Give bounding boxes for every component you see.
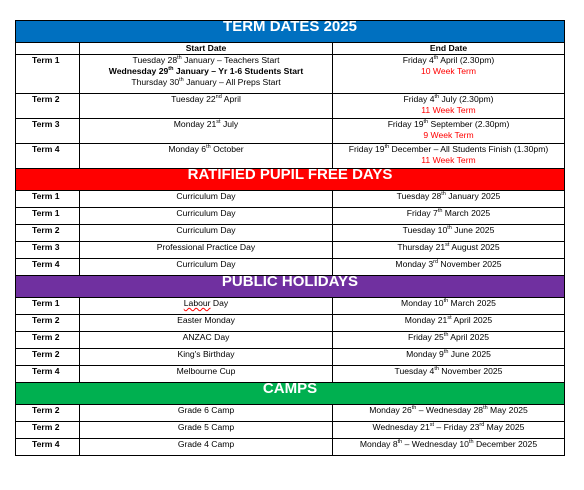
pupil-free-term-label: Term 3 <box>16 242 80 259</box>
term-end-date: Friday 4th July (2.30pm) <box>403 94 494 104</box>
pupil-free-row <box>16 191 565 208</box>
pupil-free-heading: RATIFIED PUPIL FREE DAYS <box>16 169 565 191</box>
pupil-free-event: Professional Practice Day <box>80 242 333 259</box>
camp-row <box>16 439 565 456</box>
holiday-event: Labour Day <box>80 298 333 315</box>
camp-term-label: Term 2 <box>16 422 80 439</box>
pupil-free-term-label: Term 1 <box>16 191 80 208</box>
spellcheck-word: Labour <box>183 298 211 308</box>
pupil-free-row <box>16 208 565 225</box>
pupil-free-date: Tuesday 28th January 2025 <box>333 191 565 208</box>
holiday-row <box>16 349 565 366</box>
term-start-line: Wednesday 29th January – Yr 1-6 Students Start <box>108 66 304 76</box>
term-start-cell <box>80 119 333 144</box>
term-end-date: Friday 19th September (2.30pm) <box>387 119 510 129</box>
holidays-heading: PUBLIC HOLIDAYS <box>16 276 565 298</box>
term-start-line: Tuesday 28th January – Teachers Start <box>132 55 280 65</box>
term-start-line: Monday 21st July <box>173 119 239 129</box>
holiday-date: Monday 10th March 2025 <box>333 298 565 315</box>
camp-row <box>16 422 565 439</box>
holiday-event: ANZAC Day <box>80 332 333 349</box>
holiday-event: Easter Monday <box>80 315 333 332</box>
term-row <box>16 94 565 119</box>
term-label: Term 3 <box>16 119 80 144</box>
pupil-free-event: Curriculum Day <box>80 259 333 276</box>
camp-event: Grade 4 Camp <box>80 439 333 456</box>
camp-term-label: Term 2 <box>16 405 80 422</box>
term-end-cell <box>333 94 565 119</box>
holiday-term-label: Term 2 <box>16 349 80 366</box>
term-start-cell <box>80 94 333 119</box>
pupil-free-row <box>16 225 565 242</box>
terms-section <box>16 55 565 169</box>
holiday-term-label: Term 2 <box>16 332 80 349</box>
term-week-count: 10 Week Term <box>420 66 477 76</box>
term-end-date: Friday 4th April (2.30pm) <box>402 55 495 65</box>
term-dates-heading: TERM DATES 2025 <box>16 21 565 43</box>
holiday-row <box>16 332 565 349</box>
term-label: Term 1 <box>16 55 80 94</box>
term-week-count: 9 Week Term <box>423 130 474 140</box>
pupil-free-term-label: Term 1 <box>16 208 80 225</box>
pupil-free-section <box>16 191 565 276</box>
holiday-row <box>16 315 565 332</box>
camps-heading: CAMPS <box>16 383 565 405</box>
term-end-cell <box>333 119 565 144</box>
pupil-free-event: Curriculum Day <box>80 191 333 208</box>
holiday-term-label: Term 4 <box>16 366 80 383</box>
header-blank-cell <box>16 43 80 55</box>
pupil-free-date: Friday 7th March 2025 <box>333 208 565 225</box>
camp-event: Grade 6 Camp <box>80 405 333 422</box>
holidays-section <box>16 298 565 383</box>
pupil-free-banner-row <box>16 169 565 191</box>
term-end-cell <box>333 144 565 169</box>
pupil-free-event: Curriculum Day <box>80 225 333 242</box>
term-end-cell <box>333 55 565 94</box>
term-label: Term 2 <box>16 94 80 119</box>
camps-banner-row <box>16 383 565 405</box>
holiday-term-label: Term 2 <box>16 315 80 332</box>
camp-term-label: Term 4 <box>16 439 80 456</box>
term-start-cell <box>80 144 333 169</box>
holiday-event: King's Birthday <box>80 349 333 366</box>
term-start-cell <box>80 55 333 94</box>
term-dates-banner-row <box>16 21 565 43</box>
term-row <box>16 144 565 169</box>
end-date-header: End Date <box>333 43 565 55</box>
holiday-event: Melbourne Cup <box>80 366 333 383</box>
camp-row <box>16 405 565 422</box>
pupil-free-date: Thursday 21st August 2025 <box>333 242 565 259</box>
holiday-date: Tuesday 4th November 2025 <box>333 366 565 383</box>
camps-section <box>16 405 565 456</box>
term-week-count: 11 Week Term <box>421 105 476 115</box>
pupil-free-date: Tuesday 10th June 2025 <box>333 225 565 242</box>
pupil-free-term-label: Term 4 <box>16 259 80 276</box>
term-week-count: 11 Week Term <box>421 155 476 165</box>
camp-date: Wednesday 21st – Friday 23rd May 2025 <box>333 422 565 439</box>
holiday-date: Monday 9th June 2025 <box>333 349 565 366</box>
start-date-header: Start Date <box>80 43 333 55</box>
holiday-date: Friday 25th April 2025 <box>333 332 565 349</box>
pupil-free-event: Curriculum Day <box>80 208 333 225</box>
pupil-free-date: Monday 3rd November 2025 <box>333 259 565 276</box>
camp-date: Monday 8th – Wednesday 10th December 2025 <box>333 439 565 456</box>
term-label: Term 4 <box>16 144 80 169</box>
column-header-row <box>16 43 565 55</box>
term-start-line: Monday 6th October <box>168 144 244 154</box>
term-start-line: Tuesday 22nd April <box>171 94 241 104</box>
term-dates-table <box>15 20 565 456</box>
pupil-free-row <box>16 242 565 259</box>
term-row <box>16 55 565 94</box>
holidays-banner-row <box>16 276 565 298</box>
holiday-date: Monday 21st April 2025 <box>333 315 565 332</box>
holiday-term-label: Term 1 <box>16 298 80 315</box>
holiday-row <box>16 298 565 315</box>
pupil-free-term-label: Term 2 <box>16 225 80 242</box>
term-row <box>16 119 565 144</box>
camp-event: Grade 5 Camp <box>80 422 333 439</box>
term-start-line: Thursday 30th January – All Preps Start <box>131 77 281 87</box>
camp-date: Monday 26th – Wednesday 28th May 2025 <box>333 405 565 422</box>
term-end-date: Friday 19th December – All Students Finish (1.30pm) <box>348 144 549 154</box>
